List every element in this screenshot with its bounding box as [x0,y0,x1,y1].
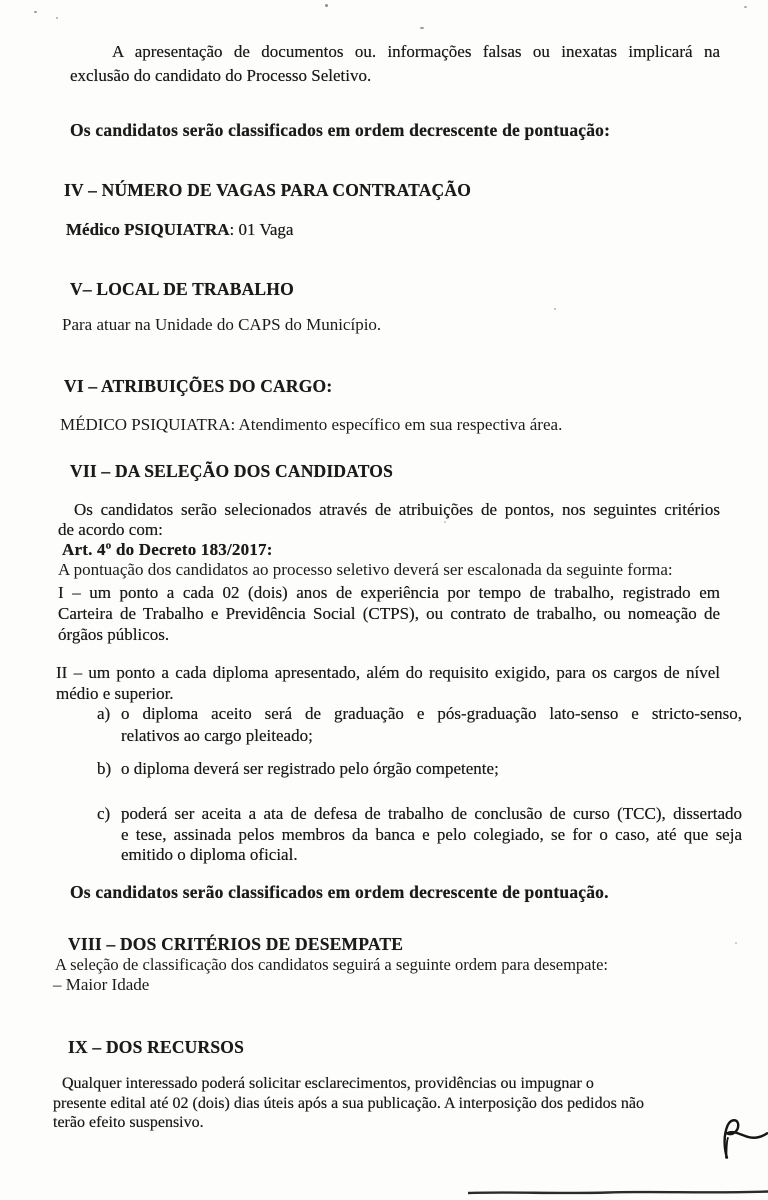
section-vii-paragraph [58,500,720,540]
section-vi-body: MÉDICO PSIQUIATRA: Atendimento específico em sua respectiva área. [60,415,563,434]
paragraph-line: de acordo com: [58,520,163,539]
list-marker: b) [97,759,112,778]
classification-note-repeat: Os candidatos serão classificados em ordem decrescente de pontuação. [70,882,609,902]
intro-paragraph [70,40,720,88]
paragraph-line: Os candidatos serão selecionados através de atribuições de pontos, nos seguintes critérios [74,500,720,519]
paragraph-line: I – um ponto a cada 02 (dois) anos de experiência por tempo de trabalho, registrado em [58,583,720,602]
paragraph-line: presente edital até 02 (dois) dias úteis após a sua publicação. A interposição dos pedidos não [53,1094,644,1112]
list-line: emitido o diploma oficial. [121,845,298,864]
role-name: Médico PSIQUIATRA [66,220,230,239]
list-line: o diploma deverá ser registrado pelo órgão competente; [121,759,499,778]
signature-icon [712,1112,768,1164]
scan-speck [735,942,737,944]
section-title-vii: VII – DA SELEÇÃO DOS CANDIDATOS [70,461,394,481]
paragraph-line: médio e superior. [56,684,174,703]
scan-speck [34,11,37,13]
section-title-vi: VI – ATRIBUIÇÕES DO CARGO: [64,376,333,396]
section-title-iv: IV – NÚMERO DE VAGAS PARA CONTRATAÇÃO [64,180,472,200]
section-v-body: Para atuar na Unidade do CAPS do Município. [62,315,382,334]
scan-speck [744,6,747,8]
criterion-item-2 [56,662,720,704]
section-title-v: V– LOCAL DE TRABALHO [70,279,294,299]
decree-reference: Art. 4º do Decreto 183/2017: [62,540,273,559]
section-title-viii: VIII – DOS CRITÉRIOS DE DESEMPATE [68,934,404,954]
vacancy-count: : 01 Vaga [229,220,294,239]
tiebreak-criterion: – Maior Idade [53,975,150,994]
scan-speck [554,308,556,310]
list-line: o diploma aceito será de graduação e pós-graduação lato-senso e stricto-senso, [121,704,742,723]
section-title-ix: IX – DOS RECURSOS [68,1037,245,1057]
paragraph-line: II – um ponto a cada diploma apresentado, além do requisito exigido, para os cargos de nível [56,663,720,682]
list-item-c [97,804,742,866]
paragraph-line: órgãos públicos. [58,625,170,644]
scoring-intro-line: A pontuação dos candidatos ao processo seletivo deverá ser escalonada da seguinte forma: [58,560,673,579]
classification-note: Os candidatos serão classificados em ordem decrescente de pontuação: [70,120,611,140]
list-marker: a) [97,704,111,723]
list-line: poderá ser aceita a ata de defesa de trabalho de conclusão de curso (TCC), dissertado [121,804,742,823]
scan-speck [56,17,58,19]
vacancy-line [66,220,716,240]
scan-speck [325,4,328,7]
paragraph-line: A apresentação de documentos ou. informações falsas ou inexatas implicará na [112,42,720,61]
paragraph-line: Carteira de Trabalho e Previdência Social (CTPS), ou contrato de trabalho, ou nomeação de [58,604,720,623]
scan-edge-line [468,1187,768,1197]
list-line: e tese, assinada pelos membros da banca e pelo colegiado, se for o caso, até que seja [121,824,742,844]
paragraph-line: exclusão do candidato do Processo Seletivo. [70,66,372,85]
paragraph-line: terão efeito suspensivo. [53,1114,204,1132]
list-item-b [97,759,742,779]
tiebreak-intro-line: A seleção de classificação dos candidatos seguirá a seguinte ordem para desempate: [55,955,608,974]
list-marker: c) [97,804,111,823]
criterion-item-1 [58,582,720,645]
list-line: relativos ao cargo pleiteado; [121,726,313,745]
section-ix-paragraph [53,1074,721,1133]
scan-speck [420,27,424,29]
list-item-a [97,703,742,747]
paragraph-line: Qualquer interessado poderá solicitar esclarecimentos, providências ou impugnar o [62,1075,594,1092]
